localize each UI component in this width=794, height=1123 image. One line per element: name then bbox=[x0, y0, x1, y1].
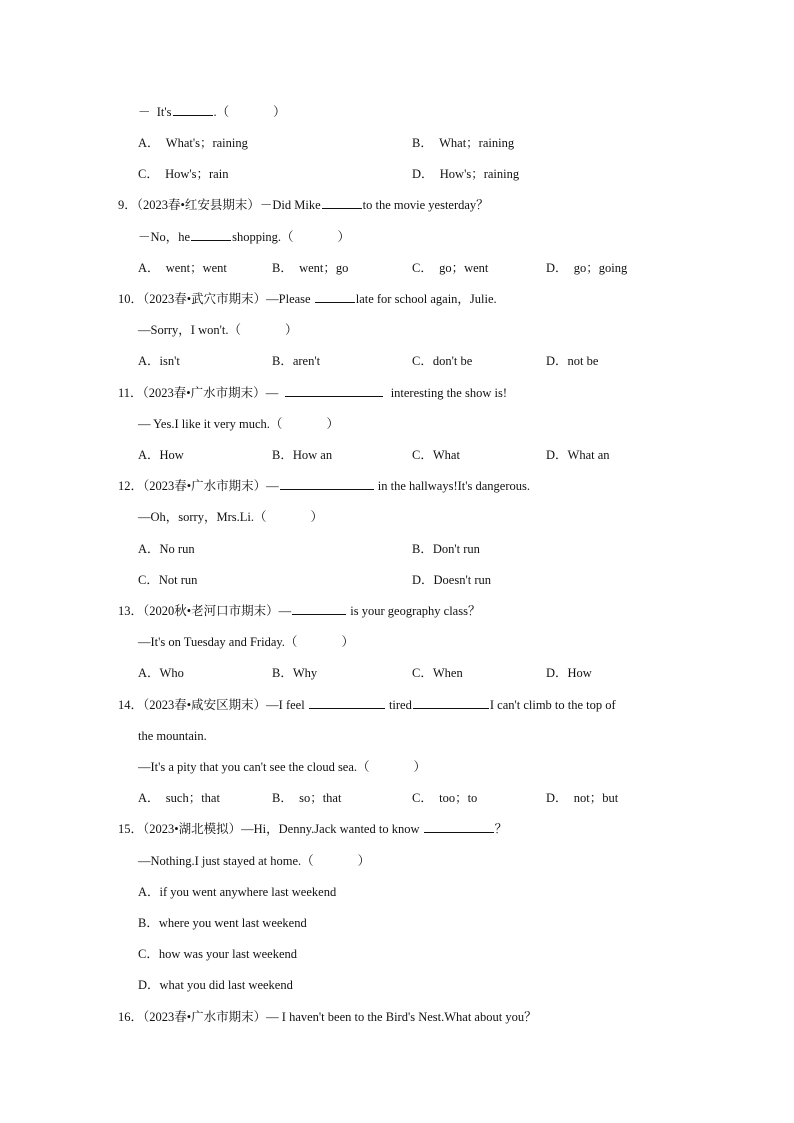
q13-options bbox=[0, 663, 794, 683]
question-number: 16． bbox=[118, 1010, 144, 1024]
option-a[interactable]: A．Who bbox=[138, 666, 184, 680]
question-number: 11． bbox=[118, 386, 143, 400]
question-source: （2023春•咸安区期末） bbox=[143, 698, 267, 712]
answer-blank[interactable] bbox=[413, 696, 489, 709]
question-source: （2023春•广水市期末） bbox=[143, 479, 267, 493]
q13-stem: 13．（2020秋•老河口市期末）— is your geography class？ bbox=[118, 604, 481, 618]
option-a[interactable]: A． such；that bbox=[138, 791, 220, 805]
option-d[interactable]: D．What an bbox=[546, 448, 610, 462]
option-b[interactable]: B．How an bbox=[272, 448, 333, 462]
q9-stem: 9．（2023春•红安县期末）－Did Mike to the movie yesterday？ bbox=[118, 198, 489, 212]
question-source: （2023春•广水市期末） bbox=[143, 1010, 267, 1024]
option-b[interactable]: B．Why bbox=[272, 666, 318, 680]
option-d[interactable]: D．How bbox=[546, 666, 592, 680]
question-source: （2023•湖北模拟） bbox=[143, 822, 242, 836]
question-number: 13． bbox=[118, 604, 144, 618]
answer-blank[interactable] bbox=[424, 820, 494, 833]
q11-stem: 11．（2023春•广水市期末）— interesting the show is! bbox=[118, 386, 507, 400]
answer-blank[interactable] bbox=[292, 602, 346, 615]
question-source: （2020秋•老河口市期末） bbox=[143, 604, 279, 618]
q10-options bbox=[0, 351, 794, 371]
answer-blank[interactable] bbox=[191, 228, 231, 241]
option-a[interactable]: A． went；went bbox=[138, 261, 227, 275]
option-d[interactable]: D． How's；raining bbox=[412, 167, 520, 181]
question-number: 12． bbox=[118, 479, 144, 493]
q13-reply: —It's on Tuesday and Friday.（ ） bbox=[138, 635, 354, 649]
q16-stem: 16．（2023春•广水市期末）— I haven't been to the Bird's Nest.What about you？ bbox=[118, 1010, 537, 1024]
q9-options bbox=[0, 258, 794, 278]
option-a[interactable]: A．isn't bbox=[138, 354, 180, 368]
option-b[interactable]: B．aren't bbox=[272, 354, 321, 368]
option-a[interactable]: A．No run bbox=[138, 542, 195, 556]
option-b[interactable]: B． so；that bbox=[272, 791, 342, 805]
answer-blank[interactable] bbox=[309, 696, 385, 709]
q8-answer-suffix: .（ bbox=[213, 105, 230, 119]
question-number: 10． bbox=[118, 292, 144, 306]
q12-reply: —Oh，sorry，Mrs.Li.（ ） bbox=[138, 510, 323, 524]
option-c[interactable]: C． go；went bbox=[412, 261, 489, 275]
q15-stem: 15．（2023•湖北模拟）—Hi，Denny.Jack wanted to know ？ bbox=[118, 822, 508, 836]
option-a[interactable]: A．if you went anywhere last weekend bbox=[138, 885, 337, 899]
answer-blank[interactable] bbox=[280, 477, 374, 490]
q10-reply: —Sorry，I won't.（ ） bbox=[138, 323, 298, 337]
q8-dash: － bbox=[138, 105, 151, 119]
option-d[interactable]: D．not be bbox=[546, 354, 599, 368]
option-b[interactable]: B． went；go bbox=[272, 261, 349, 275]
option-b[interactable]: B． What；raining bbox=[412, 136, 515, 150]
question-number: 14． bbox=[118, 698, 144, 712]
q9-reply: －No，he shopping.（ ） bbox=[138, 230, 351, 244]
option-a[interactable]: A．How bbox=[138, 448, 184, 462]
question-source: （2023春•广水市期末） bbox=[142, 386, 266, 400]
q8-options-row-1 bbox=[0, 133, 794, 153]
option-c[interactable]: C．don't be bbox=[412, 354, 473, 368]
q8-options-row-2 bbox=[0, 164, 794, 184]
option-c[interactable]: C．Not run bbox=[138, 573, 198, 587]
q14-stem: 14．（2023春•咸安区期末）—I feel tired I can't climb to the top of bbox=[118, 698, 616, 712]
question-source: （2023春•武穴市期末） bbox=[143, 292, 267, 306]
option-d[interactable]: D． not；but bbox=[546, 791, 619, 805]
question-number: 15． bbox=[118, 822, 144, 836]
q10-stem: 10．（2023春•武穴市期末）—Please late for school again，Julie. bbox=[118, 292, 497, 306]
q14-stem-continued: the mountain. bbox=[138, 729, 207, 743]
question-number: 9． bbox=[118, 198, 137, 212]
option-d[interactable]: D．Doesn't run bbox=[412, 573, 491, 587]
answer-blank[interactable] bbox=[173, 103, 213, 116]
q11-reply: — Yes.I like it very much.（ ） bbox=[138, 417, 339, 431]
answer-blank[interactable] bbox=[285, 384, 383, 397]
option-c[interactable]: C．What bbox=[412, 448, 460, 462]
answer-blank[interactable] bbox=[322, 196, 362, 209]
q8-answer-prefix: It's bbox=[156, 105, 172, 119]
option-c[interactable]: C． How's；rain bbox=[138, 167, 229, 181]
q12-options-row-1 bbox=[0, 539, 794, 559]
option-a[interactable]: A． What's；raining bbox=[138, 136, 248, 150]
q12-stem: 12．（2023春•广水市期末）— in the hallways!It's dangerous. bbox=[118, 479, 530, 493]
option-d[interactable]: D．what you did last weekend bbox=[138, 978, 293, 992]
option-c[interactable]: C．When bbox=[412, 666, 463, 680]
option-b[interactable]: B．Don't run bbox=[412, 542, 480, 556]
option-d[interactable]: D． go；going bbox=[546, 261, 628, 275]
q8-answer-close: ） bbox=[273, 105, 286, 119]
q14-reply: —It's a pity that you can't see the cloud sea.（ ） bbox=[138, 760, 427, 774]
q11-options bbox=[0, 445, 794, 465]
answer-blank[interactable] bbox=[315, 290, 355, 303]
q14-options bbox=[0, 788, 794, 808]
q12-options-row-2 bbox=[0, 570, 794, 590]
option-c[interactable]: C． too；to bbox=[412, 791, 478, 805]
q15-reply: —Nothing.I just stayed at home.（ ） bbox=[138, 854, 371, 868]
question-source: （2023春•红安县期末） bbox=[136, 198, 260, 212]
option-b[interactable]: B．where you went last weekend bbox=[138, 916, 307, 930]
option-c[interactable]: C．how was your last weekend bbox=[138, 947, 298, 961]
q8-answer-line bbox=[138, 102, 794, 122]
